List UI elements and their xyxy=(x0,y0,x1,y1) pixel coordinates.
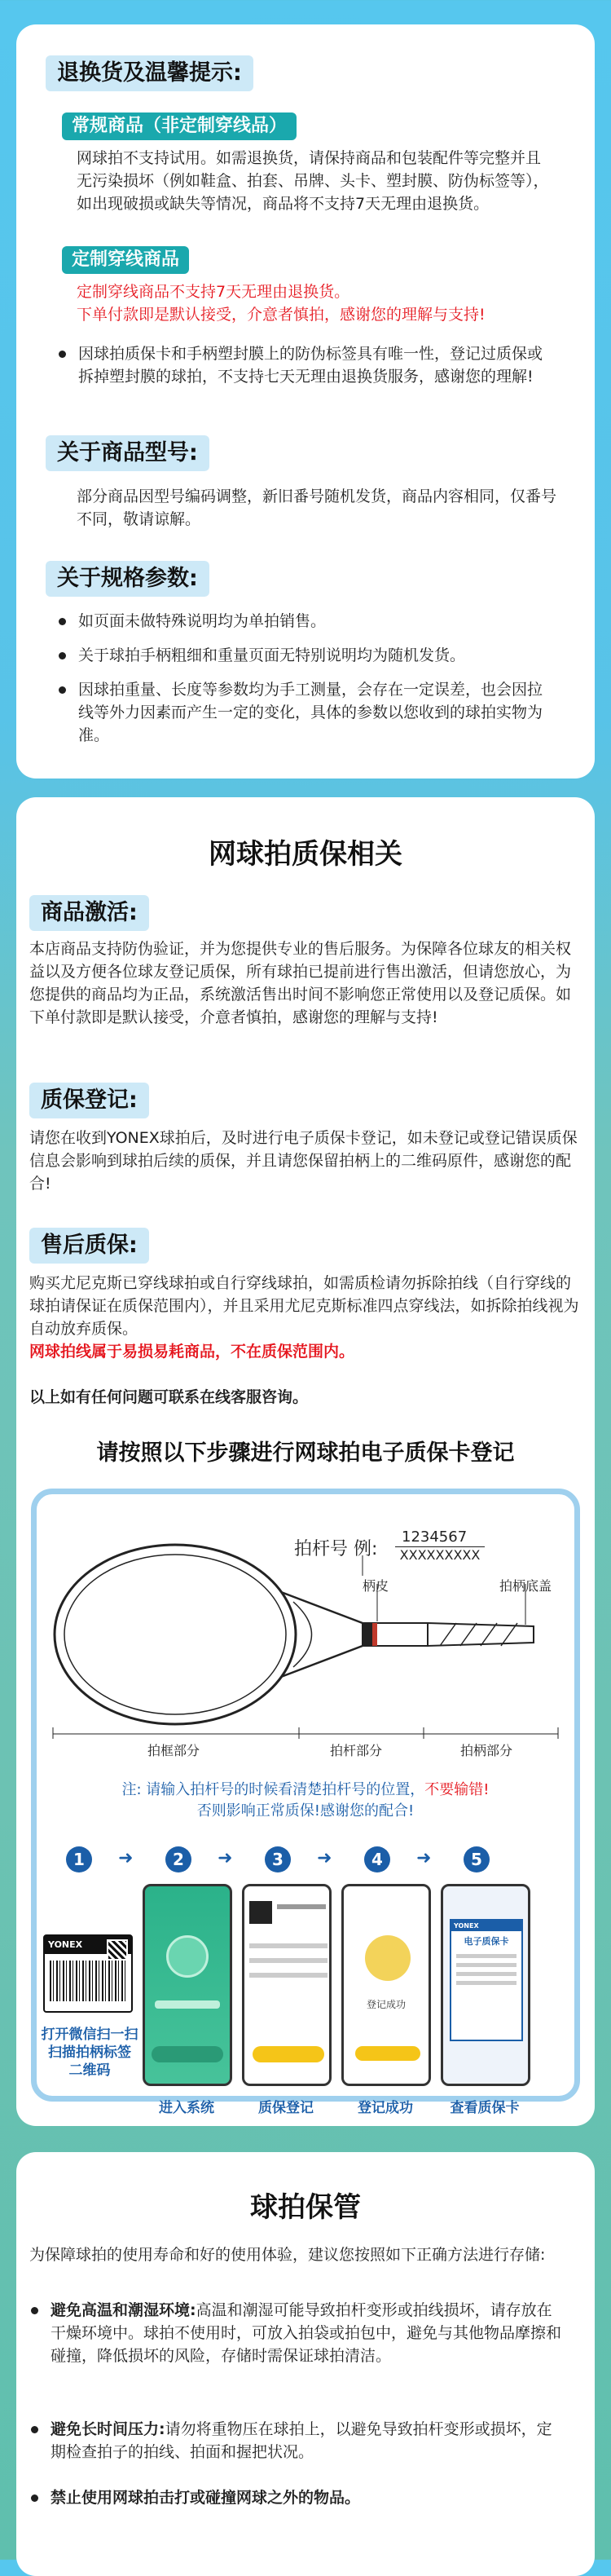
custom-bullet: 因球拍质保卡和手柄塑封膜上的防伪标签具有唯一性，登记过质保或拆掉塑封膜的球拍，不支持七天无理由退换货服务，感谢您的理解! xyxy=(57,342,546,388)
barcode-tag-brand: YONEX xyxy=(45,1936,131,1954)
after-sale-text: 购买尤尼克斯已穿线球拍或自行穿线球拍，如需质检请勿拆除拍线（自行穿线的球拍请保证在质保范围内），并且采用尤尼克斯标准四点穿线法，如拆除拍线视为自动放弃质保。 xyxy=(29,1274,579,1338)
grip-skin-label: 柄皮 xyxy=(363,1578,389,1594)
submit-button xyxy=(253,2046,324,2062)
care-bullet-2-text: 请勿将重物压在球拍上，以避免导致拍杆变形或损坏，定期检查拍子的拍线、拍面和握把状况。 xyxy=(51,2420,552,2461)
care-bullet-2 xyxy=(29,2418,567,2464)
step-2-label: 进入系统 xyxy=(159,2100,214,2116)
serial-prefix: 拍杆号 例: xyxy=(294,1539,378,1559)
warranty-card-brand: YONEX xyxy=(451,1921,521,1931)
step-1-label-line-1: 打开微信扫一扫 xyxy=(41,2027,138,2043)
care-bullet-2-bold: 避免长时间压力: xyxy=(51,2420,165,2438)
care-bullet-1-bold: 避免高温和潮湿环境: xyxy=(51,2301,196,2319)
confirm-button xyxy=(355,2046,420,2061)
model-text: 部分商品因型号编码调整，新旧番号随机发货，商品内容相同，仅番号不同，敬请谅解。 xyxy=(77,487,557,528)
placeholder-bar xyxy=(456,1954,516,1958)
phone-screen-register xyxy=(242,1884,332,2086)
custom-goods-label: 定制穿线商品 xyxy=(62,246,189,274)
serial-bottom: XXXXXXXXX xyxy=(395,1546,485,1563)
warranty-card-title: 电子质保卡 xyxy=(464,1936,509,1947)
phone-screen-enter-system xyxy=(143,1884,232,2086)
step-1-label-line-2: 扫描拍柄标签 xyxy=(48,2044,131,2061)
warranty-title: 网球拍质保相关 xyxy=(209,838,402,871)
butt-cap-label: 拍柄底盖 xyxy=(499,1578,552,1594)
placeholder-bar xyxy=(249,1973,327,1978)
shaft-part-label: 拍杆部分 xyxy=(330,1743,383,1758)
placeholder-bar xyxy=(277,1904,326,1909)
serial-note-blue-2: 否则影响正常质保!感谢您的配合! xyxy=(196,1802,415,1820)
register-text: 请您在收到YONEX球拍后，及时进行电子质保卡登记，如未登记或登记错误质保信息会影响到球拍后续的质保，并且请您保留拍柄上的二维码原件，感谢您的配合! xyxy=(29,1129,578,1193)
serial-note-blue-1: 注: 请输入拍杆号的时候看清楚拍杆号的位置， xyxy=(121,1781,425,1798)
phone-screen-warranty-card xyxy=(441,1884,530,2086)
spec-label: 关于规格参数: xyxy=(46,561,209,597)
success-text: 登记成功 xyxy=(366,1999,406,2010)
mascot-icon xyxy=(365,1935,411,1981)
step-3-number: 3 xyxy=(265,1846,291,1872)
registration-panel xyxy=(31,1489,580,2116)
placeholder-bar xyxy=(456,1963,516,1967)
step-arrow-icon: ➜ xyxy=(218,1848,233,1868)
care-bullet-1-text: 高温和潮湿可能导致拍杆变形或拍线损坏，请存放在干燥环境中。球拍不使用时，可放入拍袋或拍包中，避免与其他物品摩擦和碰撞，降低损坏的风险，存储时需保证球拍清洁。 xyxy=(51,2301,562,2365)
placeholder-bar xyxy=(155,2000,220,2009)
step-5-number: 5 xyxy=(464,1846,490,1872)
handle-part-label: 拍柄部分 xyxy=(460,1743,513,1758)
serial-top: 1234567 xyxy=(402,1528,468,1546)
placeholder-bar xyxy=(249,1958,327,1963)
after-sale-label: 售后质保: xyxy=(29,1228,149,1264)
regular-goods-text: 网球拍不支持试用。如需退换货，请保持商品和包装配件等完整并且无污染损坏（例如鞋盒、拍套、吊牌、头卡、塑封膜、防伪标签等），如出现破损或缺失等情况，商品将不支持7天无理由退换货。 xyxy=(77,149,549,213)
regular-goods-label: 常规商品（非定制穿线品） xyxy=(62,112,297,140)
spec-bullet-3: 因球拍重量、长度等参数均为手工测量，会存在一定误差，也会因拉线等外力因素而产生一定的变化，具体的参数以您收到的球拍实物为准。 xyxy=(57,678,546,747)
model-label: 关于商品型号: xyxy=(46,435,209,471)
register-label: 质保登记: xyxy=(29,1083,149,1118)
care-card xyxy=(16,2152,595,2576)
qr-code-icon xyxy=(107,1939,128,1961)
serial-note xyxy=(37,1780,574,1822)
steps-title: 请按照以下步骤进行网球拍电子质保卡登记 xyxy=(96,1440,515,1466)
fingerprint-icon xyxy=(166,1935,209,1978)
step-2-number: 2 xyxy=(165,1846,191,1872)
spec-bullet-1: 如页面未做特殊说明均为单拍销售。 xyxy=(57,610,546,633)
care-title: 球拍保管 xyxy=(250,2191,361,2224)
warranty-card-preview xyxy=(450,1919,523,2041)
step-5-label: 查看质保卡 xyxy=(450,2100,520,2116)
warranty-card xyxy=(16,797,595,2126)
placeholder-bar xyxy=(249,1943,327,1948)
returns-label: 退换货及温馨提示: xyxy=(46,55,253,91)
care-bullet-1 xyxy=(29,2299,567,2367)
activation-text: 本店商品支持防伪验证，并为您提供专业的售后服务。为保障各位球友的相关权益以及方便各位球友登记质保，所有球拍已提前进行售出激活，但请您放心，为您提供的商品均为正品，系统激活售出时间不影响您正常使用以及登记质保。如下单付款即是默认接受，介意者慎拍，感谢您的理解与支持! xyxy=(29,940,572,1026)
placeholder-bar xyxy=(456,1981,516,1985)
step-1-label-line-3: 二维码 xyxy=(68,2062,111,2079)
barcode-lines-icon xyxy=(50,1961,126,2001)
after-sale-red: 网球拍线属于易损易耗商品，不在质保范围内。 xyxy=(29,1343,355,1361)
step-1-label xyxy=(37,2026,143,2080)
step-4-label: 登记成功 xyxy=(358,2100,413,2116)
phone-screen-success xyxy=(341,1884,431,2086)
placeholder-bar xyxy=(456,1972,516,1976)
product-thumbnail xyxy=(249,1901,272,1924)
step-4-number: 4 xyxy=(364,1846,390,1872)
custom-red-line-1: 定制穿线商品不支持7天无理由退换货。 xyxy=(77,283,350,301)
serial-note-red: 不要输错! xyxy=(424,1781,490,1798)
step-1-number: 1 xyxy=(66,1846,92,1872)
activation-label: 商品激活: xyxy=(29,895,149,931)
custom-red-line-2: 下单付款即是默认接受，介意者慎拍，感谢您的理解与支持! xyxy=(77,306,486,324)
frame-part-label: 拍框部分 xyxy=(147,1743,200,1758)
returns-card xyxy=(16,24,595,779)
care-intro: 为保障球拍的使用寿命和好的使用体验，建议您按照如下正确方法进行存储: xyxy=(29,2246,546,2264)
step-arrow-icon: ➜ xyxy=(118,1848,134,1868)
placeholder-button xyxy=(152,2046,223,2062)
step-arrow-icon: ➜ xyxy=(416,1848,432,1868)
step-arrow-icon: ➜ xyxy=(317,1848,332,1868)
racket-diagram xyxy=(37,1494,574,1755)
step-3-label: 质保登记 xyxy=(258,2100,314,2116)
spec-bullet-2: 关于球拍手柄粗细和重量页面无特别说明均为随机发货。 xyxy=(57,644,546,667)
care-bullet-3: 禁止使用网球拍击打或碰撞网球之外的物品。 xyxy=(29,2486,567,2509)
contact-text: 以上如有任何问题可联系在线客服咨询。 xyxy=(29,1388,309,1406)
